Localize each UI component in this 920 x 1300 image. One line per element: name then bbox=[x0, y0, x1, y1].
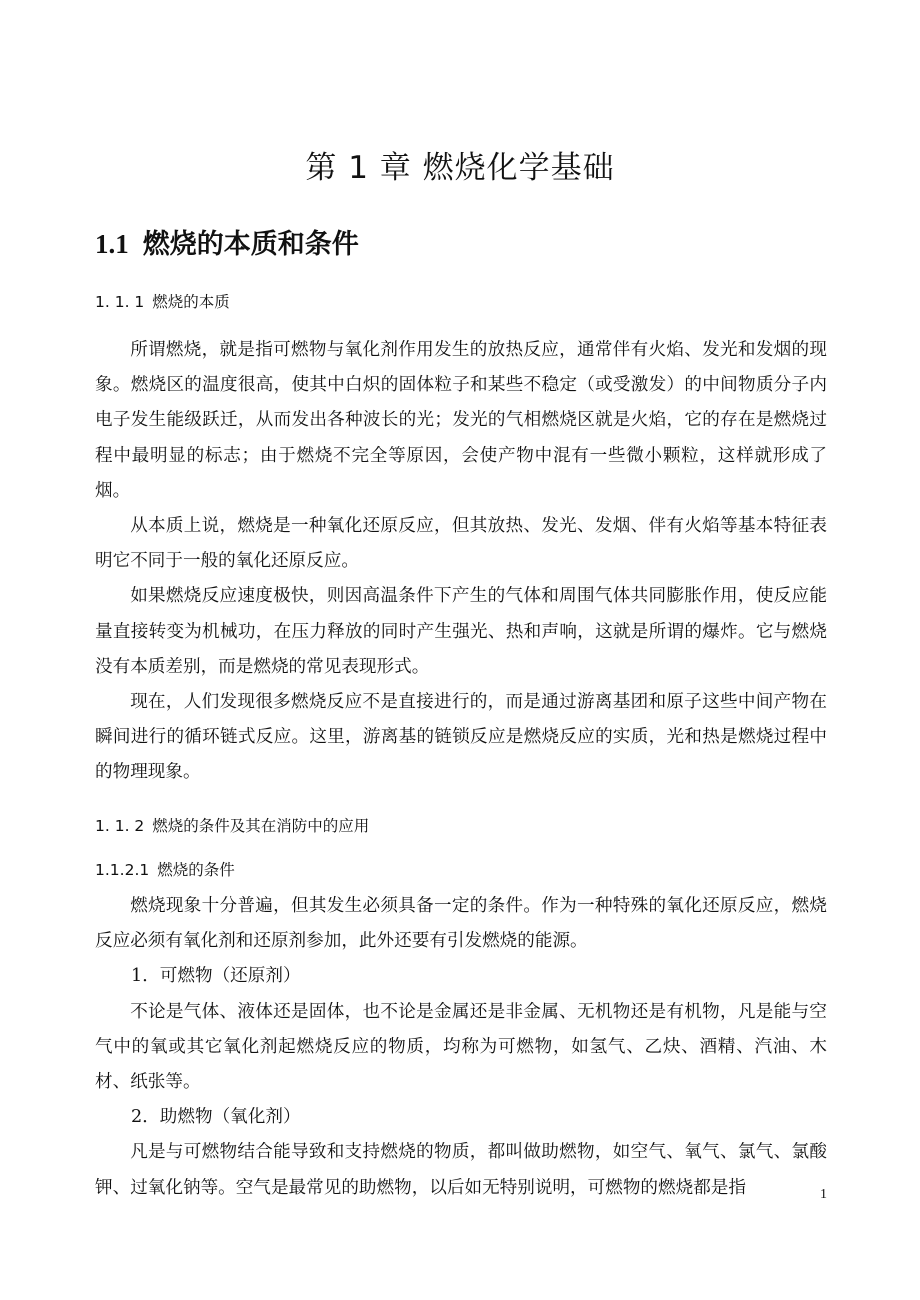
list-item-label: 1．可燃物（还原剂） bbox=[131, 966, 301, 987]
list-item-label: 2．助燃物（氧化剂） bbox=[131, 1107, 301, 1128]
subsection-heading-1-1-1 bbox=[95, 290, 230, 312]
subsubsection-heading-1-1-2-1 bbox=[95, 858, 235, 880]
subsubsection-number: 1.1.2.1 bbox=[95, 861, 150, 879]
subsection-title-text: 燃烧的条件及其在消防中的应用 bbox=[152, 817, 370, 835]
section-number: 1.1 bbox=[95, 229, 129, 259]
paragraph: 不论是气体、液体还是固体，也不论是金属还是非金属、无机物还是有机物，凡是能与空气中的氧或其它氧化剂起燃烧反应的物质，均称为可燃物，如氢气、乙炔、酒精、汽油、木材、纸张等。 bbox=[95, 1001, 827, 1093]
paragraph: 如果燃烧反应速度极快，则因高温条件下产生的气体和周围气体共同膨胀作用，使反应能量直接转变为机械功，在压力释放的同时产生强光、热和声响，这就是所谓的爆炸。它与燃烧没有本质差别，而是燃烧的常见表现形式。 bbox=[95, 586, 827, 677]
paragraph: 现在，人们发现很多燃烧反应不是直接进行的，而是通过游离基团和原子这些中间产物在瞬间进行的循环链式反应。这里，游离基的链锁反应是燃烧反应的实质，光和热是燃烧过程中的物理现象。 bbox=[95, 692, 827, 783]
subsection-title-text: 燃烧的本质 bbox=[152, 293, 230, 311]
paragraph: 从本质上说，燃烧是一种氧化还原反应，但其放热、发光、发烟、伴有火焰等基本特征表明它不同于一般的氧化还原反应。 bbox=[95, 516, 827, 572]
section-1-1-2-1-body bbox=[95, 889, 827, 1206]
paragraph: 所谓燃烧，就是指可燃物与氧化剂作用发生的放热反应，通常伴有火焰、发光和发烟的现象。燃烧区的温度很高，使其中白炽的固体粒子和某些不稳定（或受激发）的中间物质分子内电子发生能级跃迁，从而发出各种波长的光；发光的气相燃烧区就是火焰，它的存在是燃烧过程中最明显的标志；由于燃烧不完全等原因，会使产物中混有一些微小颗粒，这样就形成了烟。 bbox=[95, 340, 827, 501]
paragraph: 燃烧现象十分普遍，但其发生必须具备一定的条件。作为一种特殊的氧化还原反应，燃烧反应必须有氧化剂和还原剂参加，此外还要有引发燃烧的能源。 bbox=[95, 896, 827, 952]
subsubsection-title-text: 燃烧的条件 bbox=[157, 861, 235, 879]
page-number: 1 bbox=[820, 1187, 827, 1202]
paragraph: 凡是与可燃物结合能导致和支持燃烧的物质，都叫做助燃物，如空气、氧气、氯气、氯酸钾、过氧化钠等。空气是最常见的助燃物，以后如无特别说明，可燃物的燃烧都是指 bbox=[95, 1142, 827, 1198]
section-title-text: 燃烧的本质和条件 bbox=[142, 229, 359, 260]
subsection-number: 1. 1. 2 bbox=[95, 817, 145, 835]
subsection-heading-1-1-2 bbox=[95, 814, 369, 836]
section-1-1-1-body bbox=[95, 333, 827, 791]
subsection-number: 1. 1. 1 bbox=[95, 293, 145, 311]
section-heading-1-1 bbox=[95, 222, 359, 261]
chapter-title: 第 1 章 燃烧化学基础 bbox=[305, 150, 615, 186]
